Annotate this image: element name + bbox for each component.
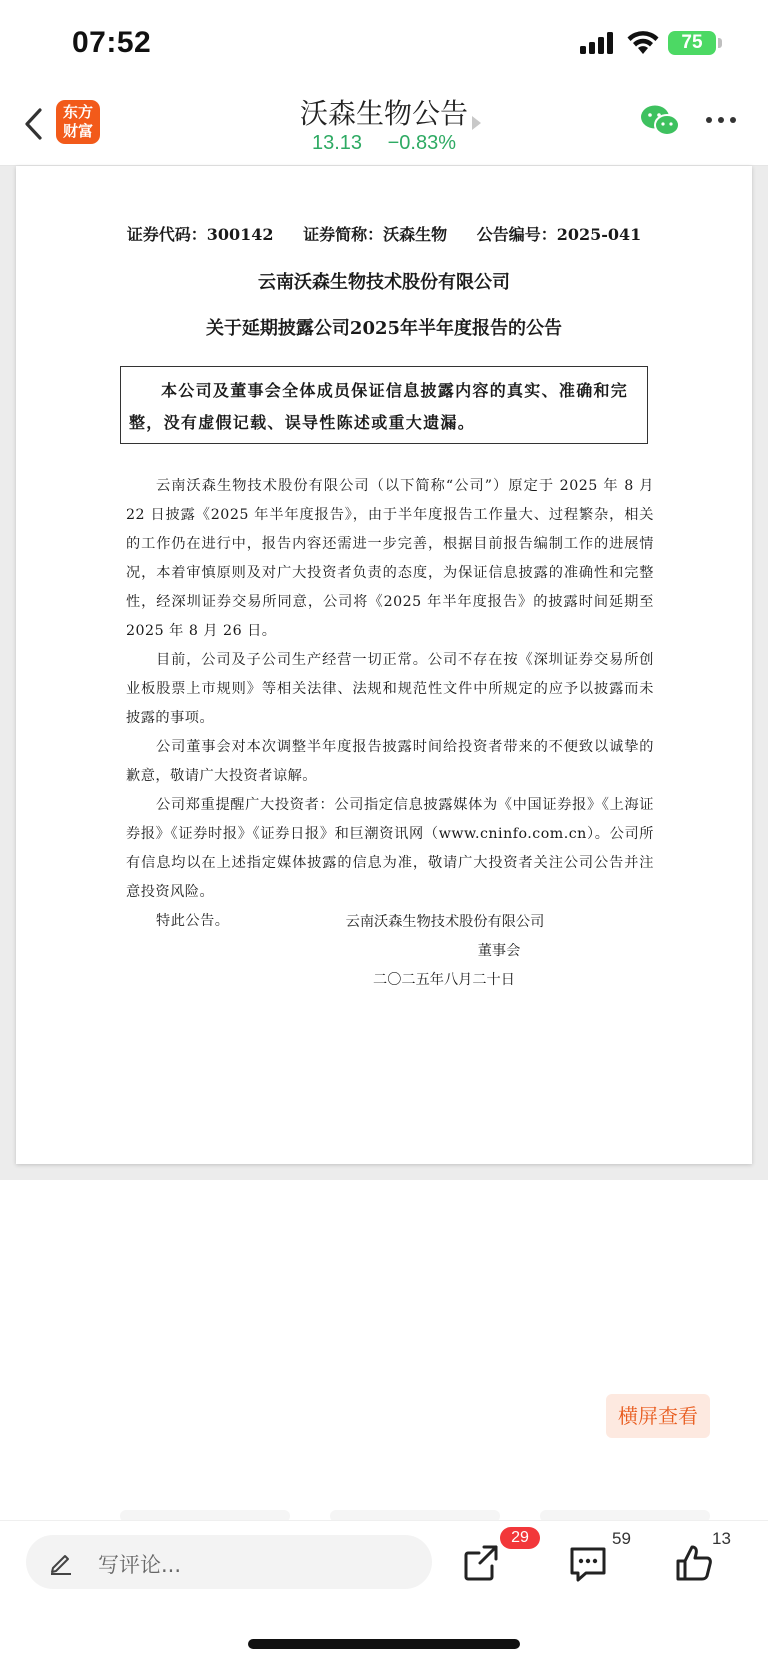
expand-triangle-icon[interactable] — [472, 116, 481, 130]
signature-board: 董事会 — [477, 943, 521, 959]
wechat-share-icon[interactable] — [640, 104, 680, 138]
signature-company: 云南沃森生物技术股份有限公司 — [345, 914, 545, 930]
notice-number: 公告编号：2025-041 — [476, 225, 642, 244]
comment-placeholder: 写评论... — [98, 1553, 182, 1577]
landscape-view-button[interactable]: 横屏查看 — [606, 1394, 710, 1438]
announcement-title: 关于延期披露公司2025年半年度报告的公告 — [205, 318, 563, 339]
cellular-signal-icon — [580, 32, 616, 54]
wifi-icon — [626, 30, 660, 56]
comments-icon[interactable] — [566, 1541, 610, 1585]
body-paragraph: 云南沃森生物技术股份有限公司（以下简称“公司”）原定于 2025 年 8 月 22 日披露《2025 年半年度报告》，由于半年度报告工作量大、过程繁杂，相关的工作仍在进行中，报告内容还需进一步完善，根据目前报告编制工作的进展情况，本着审慎原则及对广大投资者负责的态度，为保证信息披露的准确性和完整性，经深圳证券交易所同意，公司将《2025 年半年度报告》的披露时间延期至 2025 年 8 月 26 日。 — [126, 478, 654, 639]
battery-cap — [718, 38, 722, 48]
status-bar — [0, 0, 768, 88]
body-paragraph: 公司郑重提醒广大投资者：公司指定信息披露媒体为《中国证券报》《上海证券报》《证券时报》《证券日报》和巨潮资讯网（www.cninfo.com.cn）。公司所有信息均以在上述指定媒体披露的信息为准，敬请广大投资者关注公司公告并注意投资风险。 — [126, 797, 654, 900]
security-code: 证券代码：300142 — [126, 225, 274, 244]
body-paragraph: 公司董事会对本次调整半年度报告披露时间给投资者带来的不便致以诚挚的歉意，敬请广大投资者谅解。 — [126, 739, 654, 784]
more-options-icon[interactable] — [704, 114, 738, 126]
page-title: 沃森生物公告 — [299, 97, 468, 130]
security-short-name: 证券简称：沃森生物 — [303, 225, 448, 244]
battery-level: 75 — [668, 31, 716, 55]
pencil-icon — [48, 1549, 74, 1575]
home-indicator[interactable] — [248, 1639, 520, 1649]
status-time: 07:52 — [72, 26, 152, 59]
bottom-action-bar — [0, 1520, 768, 1662]
comment-input[interactable] — [26, 1535, 432, 1589]
signature-block — [16, 908, 752, 995]
comment-count: 59 — [612, 1529, 631, 1548]
document-meta — [16, 222, 752, 245]
share-count-badge: 29 — [500, 1527, 540, 1549]
company-name-heading: 云南沃森生物技术股份有限公司 — [258, 272, 510, 293]
stock-change: −0.83% — [387, 132, 456, 154]
disclaimer-box: 本公司及董事会全体成员保证信息披露内容的真实、准确和完整，没有虚假记载、误导性陈述或重大遗漏。 — [120, 366, 648, 444]
body-paragraph: 特此公告。 — [156, 913, 230, 929]
signature-date: 二〇二五年八月二十日 — [373, 972, 515, 988]
stock-price: 13.13 — [311, 132, 363, 154]
like-count: 13 — [712, 1529, 731, 1548]
top-nav-bar — [0, 88, 768, 166]
body-paragraph: 目前，公司及子公司生产经营一切正常。公司不存在按《深圳证券交易所创业板股票上市规则》等相关法律、法规和规范性文件中所规定的应予以披露而未披露的事项。 — [126, 652, 654, 726]
thumbs-up-icon[interactable] — [672, 1541, 716, 1585]
announcement-body — [126, 472, 654, 936]
announcement-page[interactable] — [16, 166, 752, 1164]
eastmoney-logo[interactable]: 东方 财富 — [56, 100, 100, 144]
share-icon[interactable] — [460, 1541, 504, 1585]
